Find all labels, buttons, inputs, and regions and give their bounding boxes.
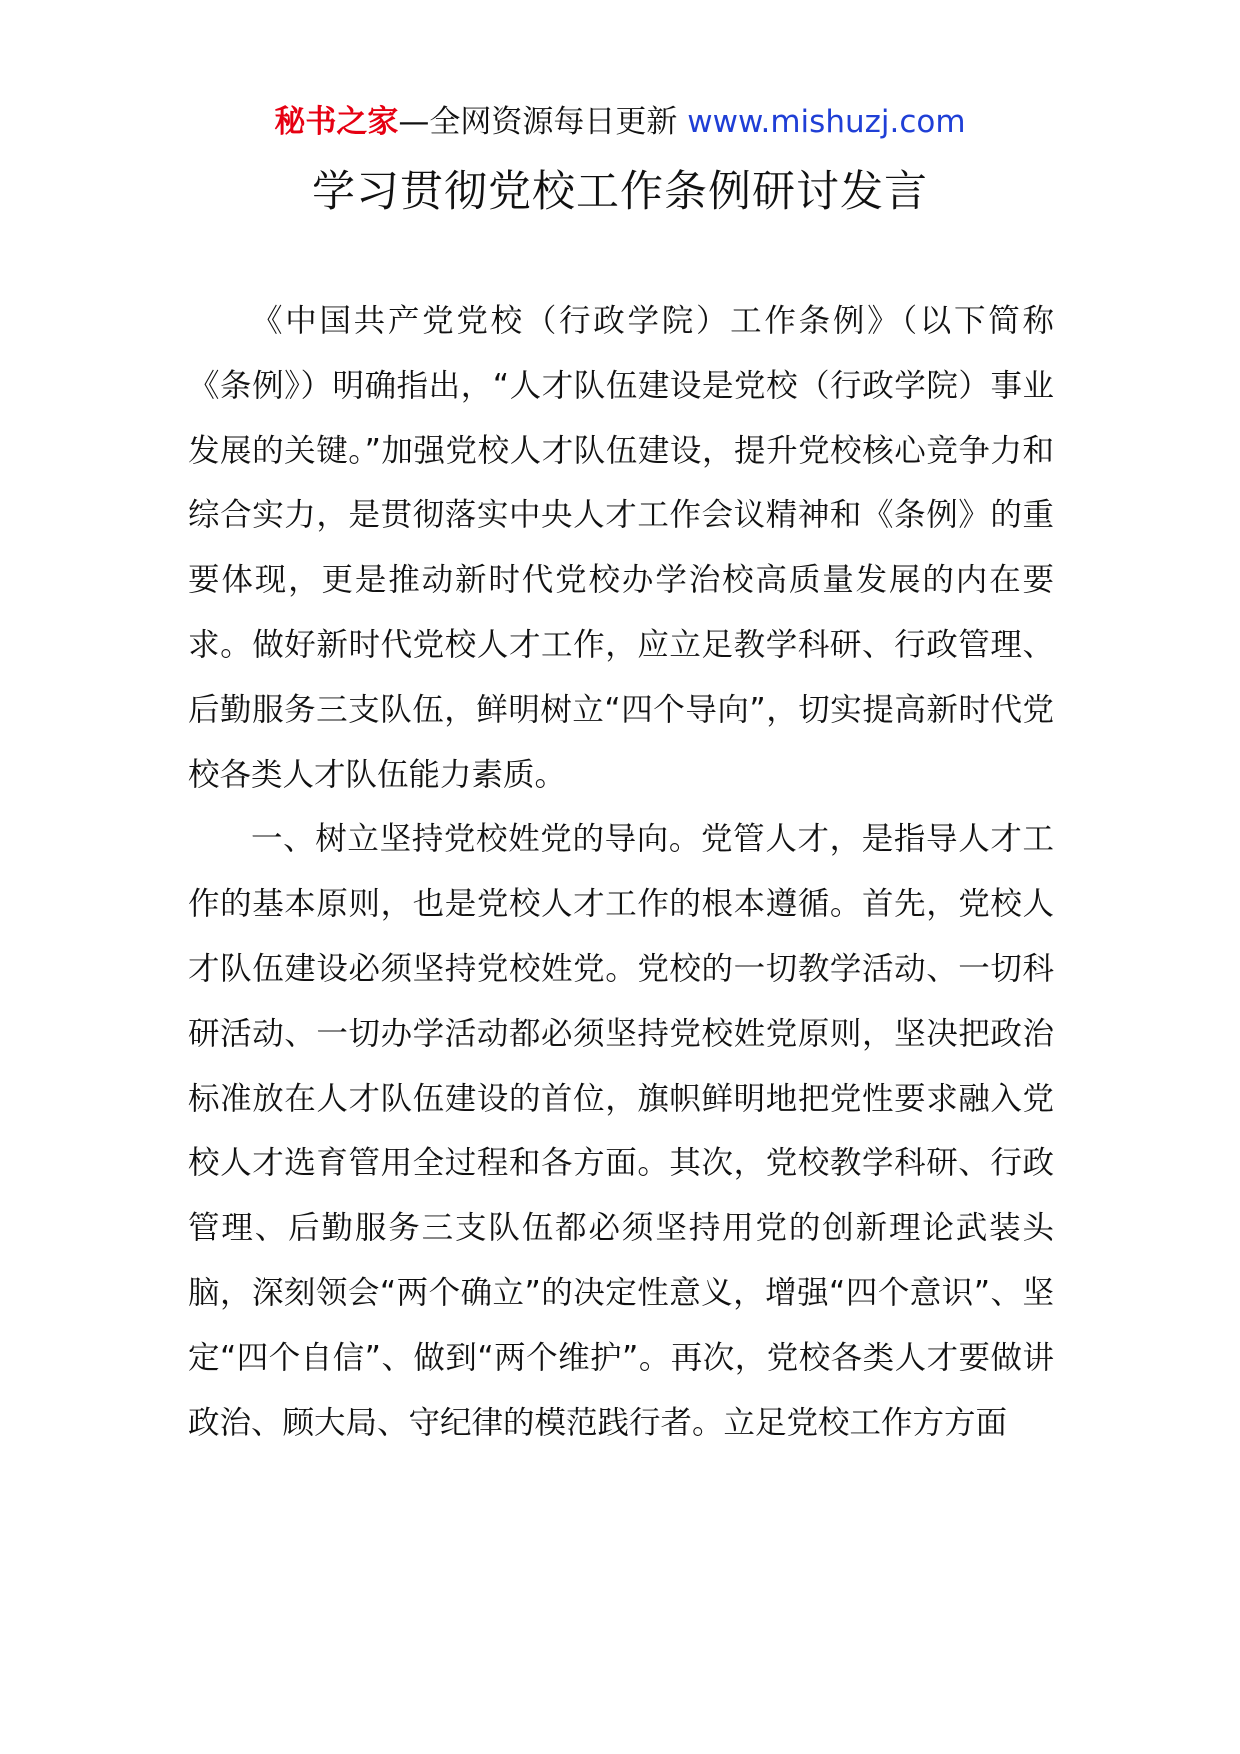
brand-name: 秘书之家 [274, 104, 399, 140]
watermark-header [0, 100, 1240, 144]
paragraph-section-one: 一、树立坚持党校姓党的导向。党管人才，是指导人才工作的基本原则，也是党校人才工作的根本遵循。首先，党校人才队伍建设必须坚持党校姓党。党校的一切教学活动、一切科研活动、一切办学活动都必须坚持党校姓党原则，坚决把政治标准放在人才队伍建设的首位，旗帜鲜明地把党性要求融入党校人才选育管用全过程和各方面。其次，党校教学科研、行政管理、后勤服务三支队伍都必须坚持用党的创新理论武装头脑，深刻领会“两个确立”的决定性意义，增强“四个意识”、坚定“四个自信”、做到“两个维护”。再次，党校各类人才要做讲政治、顾大局、守纪律的模范践行者。立足党校工作方方面 [188, 821, 1054, 1441]
document-title: 学习贯彻党校工作条例研讨发言 [312, 167, 928, 217]
site-url: www.mishuzj.com [687, 104, 966, 140]
paragraph-intro: 《中国共产党党校（行政学院）工作条例》（以下简称《条例》）明确指出，“人才队伍建设是党校（行政学院）事业发展的关键。”加强党校人才队伍建设，提升党校核心竞争力和综合实力，是贯彻落实中央人才工作会议精神和《条例》的重要体现，更是推动新时代党校办学治校高质量发展的内在要求。做好新时代党校人才工作，应立足教学科研、行政管理、后勤服务三支队伍，鲜明树立“四个导向”，切实提高新时代党校各类人才队伍能力素质。 [188, 303, 1054, 793]
document-body [188, 289, 1054, 1455]
header-tagline: —全网资源每日更新 [398, 104, 678, 140]
